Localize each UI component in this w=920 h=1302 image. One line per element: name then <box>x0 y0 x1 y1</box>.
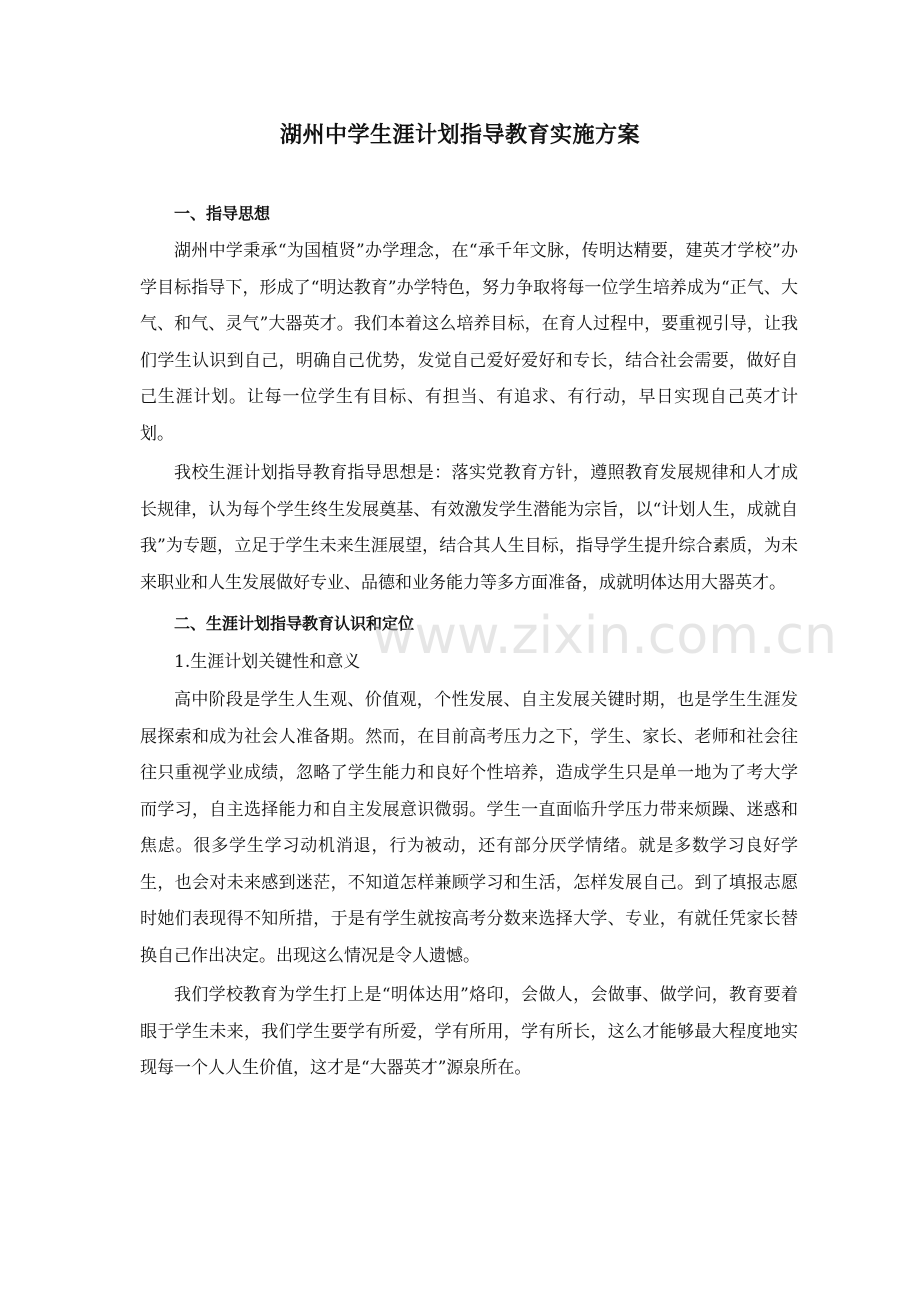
subsection-heading: 1.生涯计划关键性和意义 <box>174 652 361 672</box>
document-body <box>140 194 837 1090</box>
section-heading-understanding-positioning: 二、生涯计划指导教育认识和定位 <box>174 614 415 633</box>
watermark: www.zixin.com.cn <box>372 606 837 666</box>
paragraph: 高中阶段是学生人生观、价值观，个性发展、自主发展关键时期，也是学生生涯发展探索和成为社会人准备期。然而，在目前高考压力之下，学生、家长、老师和社会往往只重视学业成绩，忽略了学生能力和良好个性培养，造成学生只是单一地为了考大学而学习，自主选择能力和自主发展意识微弱。学生一直面临升学压力带来烦躁、迷惑和焦虑。很多学生学习动机消退，行为被动，还有部分厌学情绪。就是多数学习良好学生，也会对未来感到迷茫，不知道怎样兼顾学习和生活，怎样发展自己。到了填报志愿时她们表现得不知所措，于是有学生就按高考分数来选择大学、专业，有就任凭家长替换自己作出决定。出现这么情况是令人遗憾。 <box>140 690 798 966</box>
paragraph: 湖州中学秉承“为国植贤”办学理念，在“承千年文脉，传明达精要，建英才学校”办学目标指导下，形成了“明达教育”办学特色，努力争取将每一位学生培养成为“正气、大气、和气、灵气”大器英才。我们本着这么培养目标，在育人过程中，要重视引导，让我们学生认识到自己，明确自己优势，发觉自己爱好爱好和专长，结合社会需要，做好自己生涯计划。让每一位学生有目标、有担当、有追求、有行动，早日实现自己英才计划。 <box>140 241 798 444</box>
section-heading-guiding-ideology: 一、指导思想 <box>174 204 271 223</box>
document-title: 湖州中学生涯计划指导教育实施方案 <box>279 123 640 148</box>
paragraph: 我校生涯计划指导教育指导思想是：落实党教育方针，遵照教育发展规律和人才成长规律，认为每个学生终生发展奠基、有效激发学生潜能为宗旨，以“计划人生，成就自我”为专题，立足于学生未来生涯展望，结合其人生目标，指导学生提升综合素质，为未来职业和人生发展做好专业、品德和业务能力等多方面准备，成就明体达用大器英才。 <box>140 463 798 593</box>
paragraph: 我们学校教育为学生打上是“明体达用”烙印，会做人，会做事、做学问，教育要着眼于学生未来，我们学生要学有所爱，学有所用，学有所长，这么才能够最大程度地实现每一个人人生价值，这才是“大器英才”源泉所在。 <box>140 985 798 1078</box>
